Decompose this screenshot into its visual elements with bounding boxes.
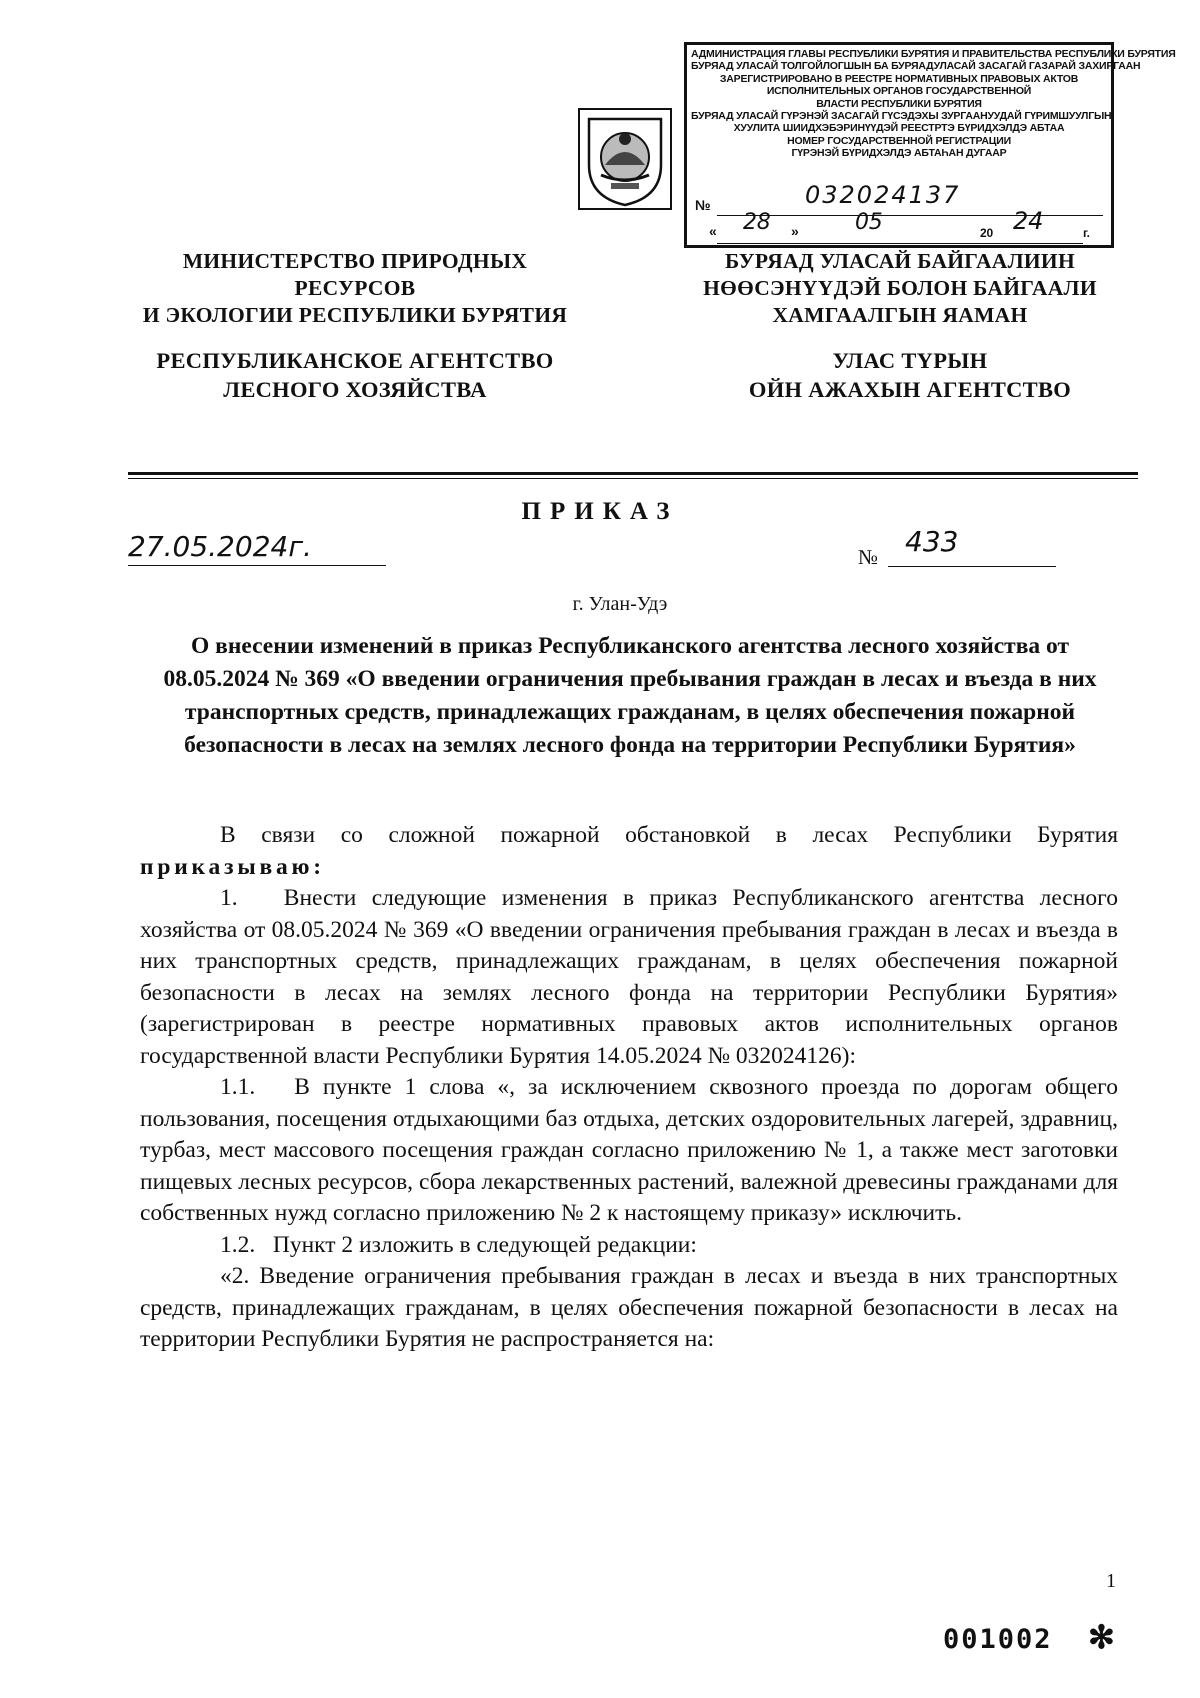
intro-paragraph — [140, 820, 1118, 883]
order-number-handwritten: 433 — [905, 525, 959, 558]
agency-bua-line: ОЙН АЖАХЫН АГЕНТСТВО — [748, 377, 1072, 402]
order-title: О внесении изменений в приказ Республиканского агентства лесного хозяйства от 08.05.2024 № 369 «О введении ограничения пребывания граждан в лесах и въезда в них транспортных средств, принадлежащих гражданам, в целях обеспечения пожарной безопасности в лесах на землях лесного фонда на территории Республики Бурятия» — [163, 633, 1097, 758]
agency-bua-line: УЛАС ТҮРЫН — [832, 348, 988, 373]
header-divider-thick — [128, 472, 1138, 475]
stamp-date-year-suffix: 24 — [1013, 207, 1044, 235]
ministry-ru-line: И ЭКОЛОГИИ РЕСПУБЛИКИ БУРЯТИЯ — [142, 303, 568, 327]
intro-text: В связи со сложной пожарной обстановкой в лесах Республики Бурятия — [220, 822, 1118, 848]
stamp-number-value: 032024137 — [805, 181, 961, 209]
stamp-line: ИСПОЛНИТЕЛЬНЫХ ОРГАНОВ ГОСУДАРСТВЕННОЙ — [766, 85, 1032, 98]
stamp-date-underline — [717, 243, 1083, 244]
order-number-underline — [888, 566, 1056, 567]
agency-name-ru — [120, 346, 590, 404]
agency-name-bua — [700, 346, 1120, 404]
order-heading: ПРИКАЗ — [521, 498, 679, 525]
stamp-line: БУРЯАД УЛАСАЙ ТОЛГОЙЛОГШЫН БА БУРЯАДУЛАСАЙ ЗАСАГАЙ ГАЗАРАЙ ЗАХИРГААН — [691, 60, 1141, 73]
order-date-handwritten: 27.05.2024г. — [128, 530, 312, 563]
agency-ru-line: РЕСПУБЛИКАНСКОЕ АГЕНТСТВО — [156, 348, 554, 373]
agency-ru-line: ЛЕСНОГО ХОЗЯЙСТВА — [223, 377, 487, 402]
stamp-number-label: № — [695, 197, 711, 213]
paragraph-1-2: 1.2. Пункт 2 изложить в следующей редакции: — [220, 1231, 697, 1258]
ministry-name-bua — [680, 248, 1120, 329]
stamp-date-day: 28 — [743, 210, 771, 235]
stamp-date-year-prefix: 20 — [980, 226, 993, 240]
order-body — [140, 820, 1118, 1356]
ministry-ru-line: МИНИСТЕРСТВО ПРИРОДНЫХ РЕСУРСОВ — [182, 249, 528, 300]
stamp-line: БУРЯАД УЛАСАЙ ГҮРЭНЭЙ ЗАСАГАЙ ГҮСЭДЭХЫ ЗУРГААНУУДАЙ ГҮРИМШУУЛГЫН — [691, 110, 1112, 123]
stamp-date-open-quote: « — [709, 223, 717, 239]
ministry-bua-line: НӨӨСЭНҮҮДЭЙ БОЛОН БАЙГААЛИ — [703, 276, 1097, 300]
intro-command-word: приказываю: — [140, 853, 325, 880]
page-number: 1 — [1106, 1570, 1116, 1592]
stamp-number-underline — [717, 215, 1103, 216]
stamp-line: НОМЕР ГОСУДАРСТВЕННОЙ РЕГИСТРАЦИИ — [787, 134, 1011, 147]
asterisk-mark: ✻ — [1088, 1619, 1115, 1655]
header-divider-thin — [128, 478, 1138, 479]
stamp-line: ГҮРЭНЭЙ БҮРИДХЭЛДЭ АБТАҺАН ДУГААР — [791, 147, 1007, 160]
paragraph-1-1: 1.1. В пункте 1 слова «, за исключением сквозного проезда по дорогам общего пользования, посещения отдыхающими баз отдыха, детских оздоровительных лагерей, здравниц, турбаз, мест массового посещения граждан согласно приложению № 1, а также мест заготовки пищевых лесных ресурсов, сбора лекарственных растений, валежной древесины гражданами для собственных нужд согласно приложению № 2 к настоящему приказу» исключить. — [140, 1074, 1118, 1226]
document-serial-number: 001002 — [943, 1624, 1053, 1655]
stamp-line: ХУУЛИТА ШИИДХЭБЭРИНҮҮДЭЙ РЕЕСТРТЭ БҮРИДХЭЛДЭ АБТАА — [733, 122, 1065, 135]
order-date-underline — [128, 565, 386, 566]
stamp-date-end: г. — [1083, 226, 1090, 240]
order-city: г. Улан-Удэ — [572, 593, 668, 615]
stamp-date-close-quote: » — [791, 223, 799, 239]
paragraph-2-quote: «2. Введение ограничения пребывания граждан в лесах и въезда в них транспортных средств, принадлежащих гражданам, в целях обеспечения пожарной безопасности в лесах на территории Республики Бурятия не распространяется на: — [140, 1263, 1118, 1352]
stamp-registration-date — [695, 207, 1103, 247]
stamp-date-month: 05 — [855, 210, 883, 235]
stamp-line: АДМИНИСТРАЦИЯ ГЛАВЫ РЕСПУБЛИКИ БУРЯТИЯ И ПРАВИТЕЛЬСТВА РЕСПУБЛИКИ БУРЯТИЯ — [691, 48, 1176, 60]
paragraph-1: 1. Внести следующие изменения в приказ Республиканского агентства лесного хозяйства от 08.05.2024 № 369 «О введении ограничения пребывания граждан в лесах и въезда в них транспортных средств, принадлежащих гражданам, в целях обеспечения пожарной безопасности в лесах на землях лесного фонда на территории Республики Бурятия» (зарегистрирован в реестре нормативных правовых актов исполнительных органов государственной власти Республики Бурятия 14.05.2024 № 032024126): — [140, 885, 1118, 1069]
stamp-line: ВЛАСТИ РЕСПУБЛИКИ БУРЯТИЯ — [816, 97, 982, 110]
ministry-bua-line: ХАМГААЛГЫН ЯАМАН — [772, 303, 1028, 327]
ministry-bua-line: БУРЯАД УЛАСАЙ БАЙГААЛИИН — [725, 249, 1075, 273]
stamp-line: ЗАРЕГИСТРИРОВАНО В РЕЕСТРЕ НОРМАТИВНЫХ ПРАВОВЫХ АКТОВ — [719, 72, 1079, 85]
ministry-name-ru — [120, 248, 590, 329]
coat-of-arms-emblem — [575, 105, 675, 213]
registration-stamp — [684, 42, 1176, 248]
order-number-label: № — [858, 545, 879, 569]
